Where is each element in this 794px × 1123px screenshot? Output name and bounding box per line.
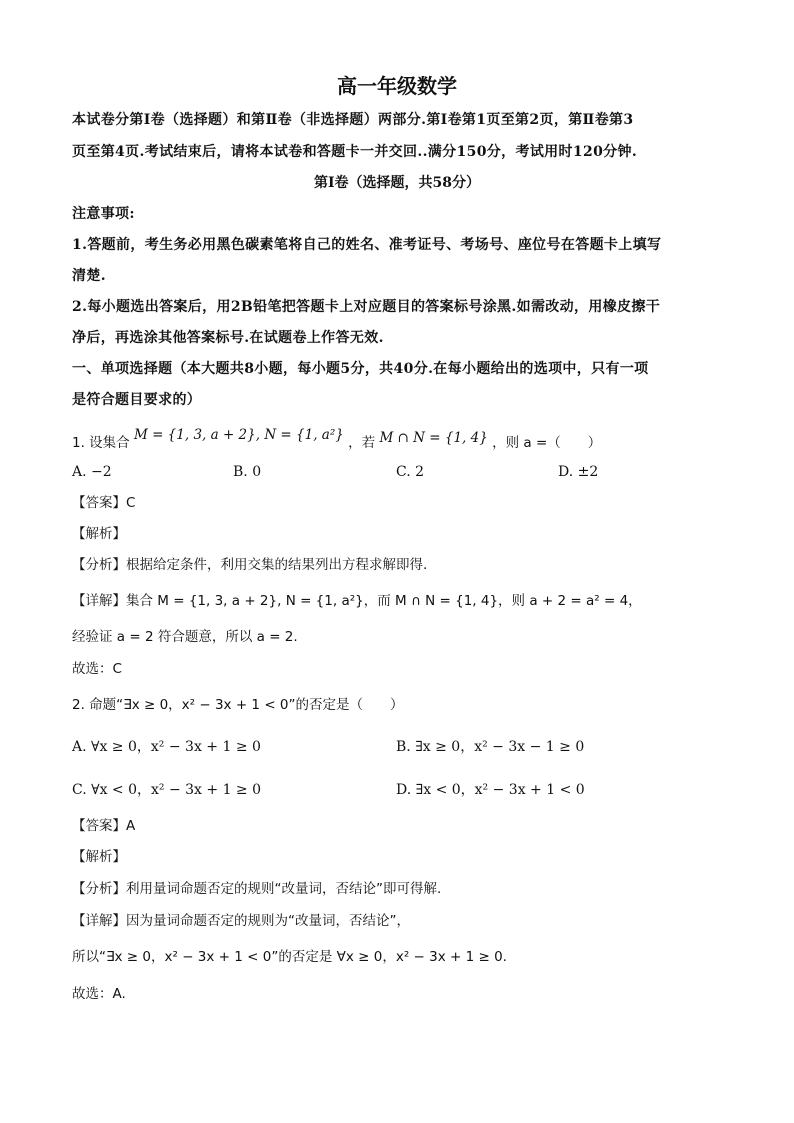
intro-line-2: 页至第4页.考试结束后，请将本试卷和答题卡一并交回..满分150分，考试用时120分钟. <box>72 144 638 160</box>
notice-item-1-line-2: 清楚. <box>72 268 106 284</box>
q2-option-d: D. ∃x < 0，x² − 3x + 1 < 0 <box>396 782 585 798</box>
section1-heading-line-1: 一、单项选择题（本大题共8小题，每小题5分，共40分.在每小题给出的选项中，只有一项 <box>72 361 649 377</box>
q2-answer: 【答案】A <box>72 818 136 834</box>
part1-heading: 第Ⅰ卷（选择题，共58分） <box>313 175 481 191</box>
q1-set-m: M = {1, 3, a + 2}, N = {1, a²} <box>133 427 344 443</box>
notice-heading: 注意事项: <box>72 206 135 222</box>
q1-intersection: M ∩ N = {1, 4} <box>379 430 488 446</box>
notice-item-2-line-2: 净后，再选涂其他答案标号.在试题卷上作答无效. <box>72 330 384 346</box>
q2-option-a: A. ∀x ≥ 0，x² − 3x + 1 ≥ 0 <box>72 739 261 755</box>
q2-analysis-label: 【解析】 <box>72 849 126 865</box>
q1-stem-mid: ，若 <box>348 435 376 451</box>
q1-fenxi: 【分析】根据给定条件，利用交集的结果列出方程求解即得. <box>72 557 428 573</box>
page-title: 高一年级数学 <box>337 74 457 98</box>
q1-answer: 【答案】C <box>72 495 136 511</box>
q2-stem: 2. 命题“∃x ≥ 0，x² − 3x + 1 < 0”的否定是（ ） <box>72 697 404 713</box>
q1-detail-line-2: 经验证 a = 2 符合题意，所以 a = 2. <box>72 629 298 645</box>
q2-option-b: B. ∃x ≥ 0，x² − 3x − 1 ≥ 0 <box>396 739 585 755</box>
q2-option-c: C. ∀x < 0，x² − 3x + 1 ≥ 0 <box>72 782 262 798</box>
q2-detail-line-2: 所以“∃x ≥ 0，x² − 3x + 1 < 0”的否定是 ∀x ≥ 0，x² − 3x + 1 ≥ 0. <box>72 949 507 965</box>
q2-detail-line-1: 【详解】因为量词命题否定的规则为“改量词，否结论”， <box>72 913 410 929</box>
q1-option-d: D. ±2 <box>558 464 599 480</box>
q1-stem <box>72 427 602 453</box>
q1-stem-prefix: 1. 设集合 <box>72 435 130 451</box>
q1-option-a: A. −2 <box>72 464 112 480</box>
q1-option-c: C. 2 <box>396 464 425 480</box>
notice-item-1-line-1: 1.答题前，考生务必用黑色碳素笔将自己的姓名、准考证号、考场号、座位号在答题卡上填写 <box>72 237 662 253</box>
q2-fenxi: 【分析】利用量词命题否定的规则“改量词，否结论”即可得解. <box>72 881 442 897</box>
q1-detail-line-1: 【详解】集合 M = {1, 3, a + 2}, N = {1, a²}，而 M ∩ N = {1, 4}，则 a + 2 = a² = 4， <box>72 593 642 609</box>
q2-choose: 故选：A. <box>72 986 126 1002</box>
q1-choose: 故选：C <box>72 661 122 677</box>
notice-item-2-line-1: 2.每小题选出答案后，用2B铅笔把答题卡上对应题目的答案标号涂黑.如需改动，用橡皮擦干 <box>72 299 661 315</box>
q1-stem-end: ，则 a =（ ） <box>492 435 602 451</box>
q1-option-b: B. 0 <box>233 464 262 480</box>
intro-line-1: 本试卷分第Ⅰ卷（选择题）和第Ⅱ卷（非选择题）两部分.第Ⅰ卷第1页至第2页，第Ⅱ卷第3 <box>72 112 634 128</box>
section1-heading-line-2: 是符合题目要求的） <box>72 392 202 408</box>
q1-analysis-label: 【解析】 <box>72 526 126 542</box>
